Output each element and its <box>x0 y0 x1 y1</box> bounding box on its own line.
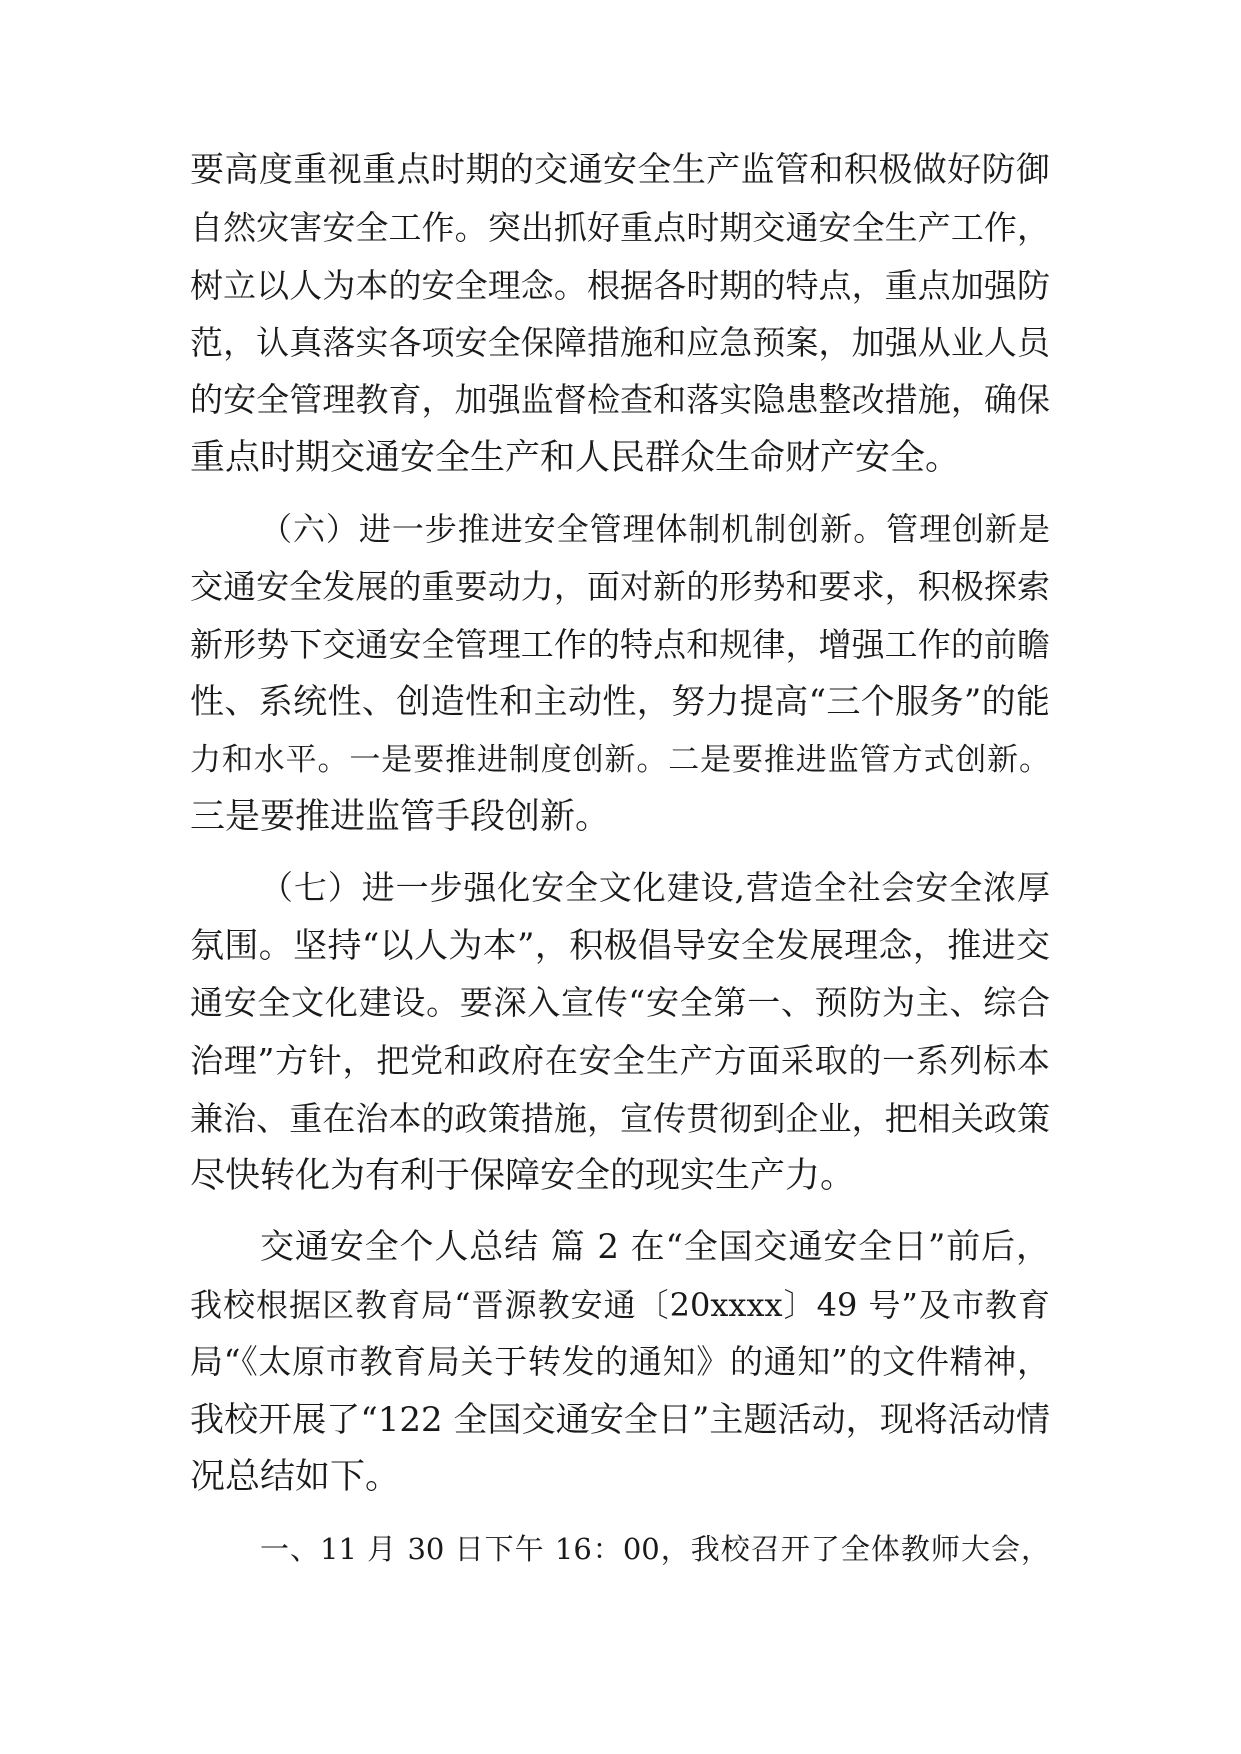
text-line: 范，认真落实各项安全保障措施和应急预案，加强从业人员 <box>190 323 1050 362</box>
text-line: 局“《太原市教育局关于转发的通知》的通知”的文件精神， <box>190 1342 1050 1381</box>
text-line: 三是要推进监管手段创新。 <box>190 797 611 837</box>
paragraph-one-start: 一、11 月 30 日下午 16：00，我校召开了全体教师大会， <box>260 1532 1050 1566</box>
text-line: 兼治、重在治本的政策措施，宣传贯彻到企业，把相关政策 <box>190 1099 1050 1138</box>
paragraph-seven-start: （七）进一步强化安全文化建设,营造全社会安全浓厚 <box>260 868 1050 907</box>
text-line: 要高度重视重点时期的交通安全生产监管和积极做好防御 <box>190 150 1050 190</box>
section-heading-line: 交通安全个人总结 篇 2 在“全国交通安全日”前后， <box>260 1227 1050 1267</box>
text-line: 树立以人为本的安全理念。根据各时期的特点，重点加强防 <box>190 266 1050 305</box>
text-line: 况总结如下。 <box>190 1457 401 1497</box>
text-line: 重点时期交通安全生产和人民群众生命财产安全。 <box>190 438 961 478</box>
text-line: 尽快转化为有利于保障安全的现实生产力。 <box>190 1156 856 1196</box>
text-line: 氛围。坚持“以人为本”，积极倡导安全发展理念，推进交 <box>190 926 1050 966</box>
text-line: 力和水平。一是要推进制度创新。二是要推进监管方式创新。 <box>190 742 1050 778</box>
paragraph-six-start: （六）进一步推进安全管理体制机制创新。管理创新是 <box>260 510 1050 548</box>
text-line: 我校根据区教育局“晋源教安通〔20xxxx〕49 号”及市教育 <box>190 1286 1050 1324</box>
text-line: 通安全文化建设。要深入宣传“安全第一、预防为主、综合 <box>190 983 1050 1022</box>
text-line: 交通安全发展的重要动力，面对新的形势和要求，积极探索 <box>190 567 1050 606</box>
text-line: 性、系统性、创造性和主动性，努力提高“三个服务”的能 <box>190 682 1050 722</box>
text-line: 我校开展了“122 全国交通安全日”主题活动，现将活动情 <box>190 1400 1050 1440</box>
text-line: 治理”方针，把党和政府在安全生产方面采取的一系列标本 <box>190 1041 1050 1080</box>
text-line: 自然灾害安全工作。突出抓好重点时期交通安全生产工作， <box>190 208 1050 247</box>
text-line: 的安全管理教育，加强监督检查和落实隐患整改措施，确保 <box>190 380 1050 419</box>
text-line: 新形势下交通安全管理工作的特点和规律，增强工作的前瞻 <box>190 625 1050 664</box>
